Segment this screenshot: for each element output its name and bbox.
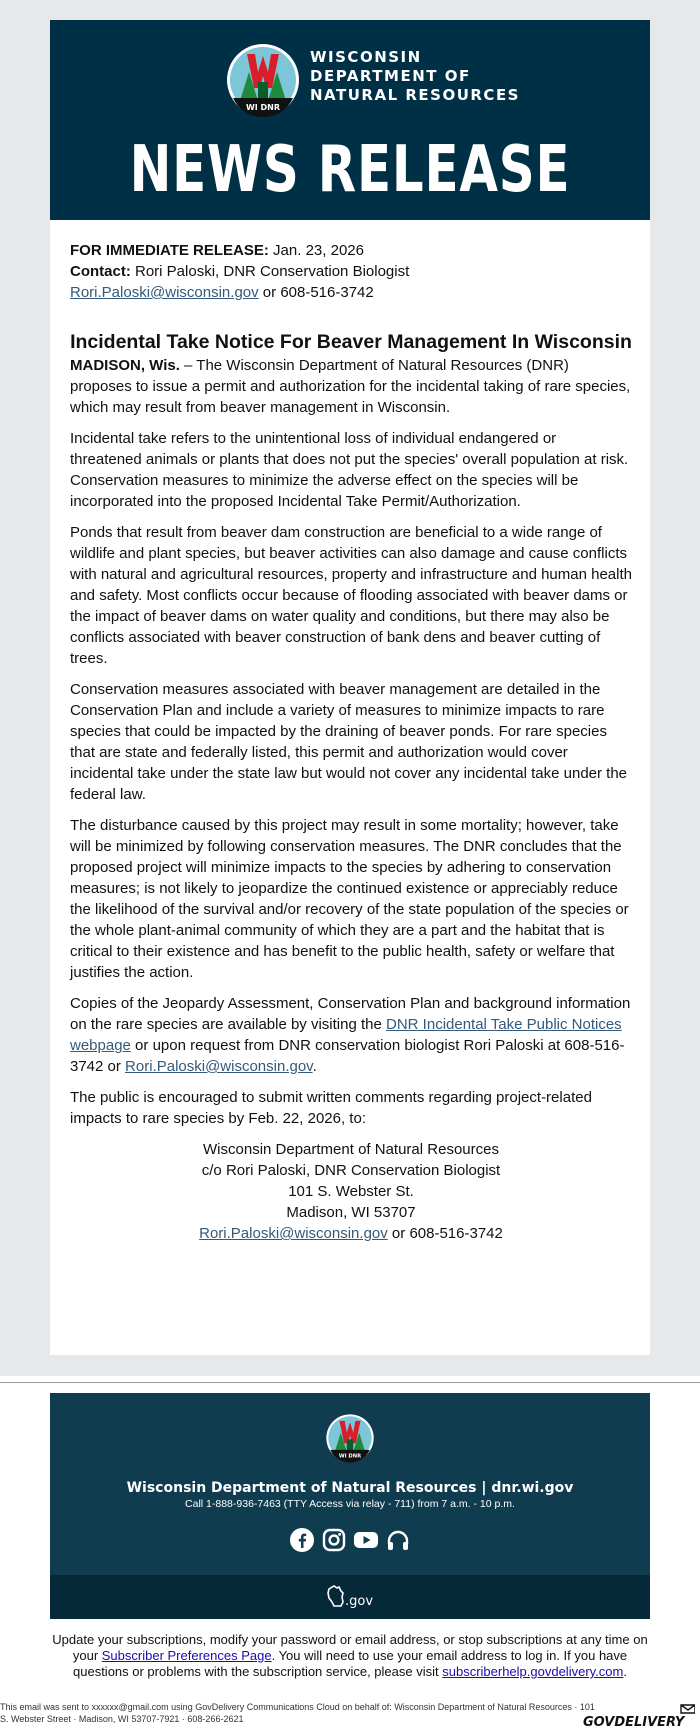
footer-org-line[interactable]: Wisconsin Department of Natural Resources | dnr.wi.gov	[126, 1480, 574, 1496]
paragraph-2: Incidental take refers to the unintentional loss of individual endangered or threatened animals or plants that does not put the species' overall population at risk. Conservation measures to minimize the adverse effect on the species will be incorporated into the proposed Incidental Take Permit/Authorization.	[70, 430, 629, 510]
svg-text:WI DNR: WI DNR	[245, 103, 281, 112]
podcast-icon[interactable]	[386, 1528, 410, 1552]
address-email-link[interactable]: Rori.Paloski@wisconsin.gov	[199, 1225, 388, 1242]
social-links	[290, 1527, 410, 1553]
govdelivery-logo[interactable]	[583, 1703, 695, 1729]
release-meta: FOR IMMEDIATE RELEASE: Jan. 23, 2026 Contact: Rori Paloski, DNR Conservation Biologist Rori.Paloski@wisconsin.gov or 608-516-3742	[70, 242, 410, 301]
mailing-address: Wisconsin Department of Natural Resources c/o Rori Paloski, DNR Conservation Biologist 101 S. Webster St. Madison, WI 53707 Rori.Paloski@wisconsin.gov or 608-516-3742	[199, 1141, 503, 1242]
agency-name: WISCONSIN DEPARTMENT OF NATURAL RESOURCES	[310, 48, 520, 104]
divider	[0, 1382, 700, 1383]
headline: NEWS RELEASE	[129, 133, 571, 207]
public-notices-link[interactable]: DNR Incidental Take Public Notices webpage	[70, 1016, 622, 1054]
subscriber-help-link[interactable]: subscriberhelp.govdelivery.com	[442, 1664, 624, 1679]
release-body	[50, 220, 650, 1355]
contact-email-link[interactable]: Rori.Paloski@wisconsin.gov	[70, 284, 259, 301]
svg-text:.gov: .gov	[345, 1594, 374, 1609]
paragraph-6: Copies of the Jeopardy Assessment, Conservation Plan and background information on the rare species are available by visiting the DNR Incidental Take Public Notices webpage or upon request from DNR conservation biologist Rori Paloski at 608-516-3742 or Rori.Paloski@wisconsin.gov.	[70, 995, 631, 1075]
instagram-icon[interactable]	[322, 1528, 346, 1552]
facebook-icon[interactable]	[290, 1528, 314, 1552]
paragraph-5: The disturbance caused by this project may result in some mortality; however, take will be minimized by following conservation measures. The DNR concludes that the proposed project will minimize impacts to the species by adhering to conservation measures; is not likely to jeopardize the continued existence or appreciably reduce the likelihood of the survival and/or recovery of the state population of the species or the whole plant-animal community of which they are a part and the habitat that is critical to their existence and has benefit to the public health, safety or welfare that justifies the action.	[70, 817, 629, 981]
paragraph-7: The public is encouraged to submit written comments regarding project-related impacts to rare species by Feb. 22, 2026, to:	[70, 1089, 592, 1127]
lede-paragraph: MADISON, Wis. – The Wisconsin Department of Natural Resources (DNR) proposes to issue a permit and authorization for the incidental taking of rare species, which may result from beaver management in Wisconsin.	[70, 357, 631, 416]
paragraph-4: Conservation measures associated with beaver management are detailed in the Conservation Plan and include a variety of measures to minimize impacts to rare species that could be impacted by the draining of beaver ponds. For rare species that are state and federally listed, this permit and authorization would cover incidental take under the state law but would not cover any incidental take under the federal law.	[70, 681, 628, 803]
svg-text:WI DNR: WI DNR	[338, 1453, 362, 1460]
wi-dnr-logo	[225, 42, 301, 118]
legal-footer: This email was sent to xxxxxx@gmail.com using GovDelivery Communications Cloud on behalf of: Wisconsin Department of Natural Resources · 101 S. Webster Street · Madison, WI 53707-7921 · 608-266-2621	[0, 1702, 595, 1724]
gov-band	[50, 1575, 650, 1619]
article-title: Incidental Take Notice For Beaver Management In Wisconsin	[70, 331, 632, 353]
paragraph-3: Ponds that result from beaver dam construction are beneficial to a wide range of wildlife and plant species, but beaver activities can also damage and cause conflicts with natural and agricultural resources, property and infrastructure and human health and safety. Most conflicts occur because of flooding associated with beaver dams or the impact of beaver dams on water quality and conditions, but there may also be conflicts associated with beaver construction of bank dens and beaver cutting of trees.	[70, 524, 632, 667]
footer	[50, 1393, 650, 1619]
svg-text:GOVDELIVERY: GOVDELIVERY	[583, 1715, 685, 1729]
biologist-email-link[interactable]: Rori.Paloski@wisconsin.gov	[125, 1058, 313, 1075]
subscription-notice: Update your subscriptions, modify your password or email address, or stop subscriptions at any time on your Subscriber Preferences Page. You will need to use your email address to log in. If you have questions or problems with the subscription service, please visit subscriberhelp.govdelivery.com.	[52, 1632, 648, 1679]
wi-dnr-footer-logo[interactable]	[325, 1413, 375, 1463]
subscriber-preferences-link[interactable]: Subscriber Preferences Page	[101, 1648, 272, 1663]
footer-call-line: Call 1-888-936-7463 (TTY Access via relay - 711) from 7 a.m. - 10 p.m.	[185, 1498, 515, 1510]
wisconsin-gov-mark[interactable]	[325, 1583, 375, 1611]
news-header	[50, 20, 650, 220]
youtube-icon[interactable]	[354, 1528, 378, 1552]
